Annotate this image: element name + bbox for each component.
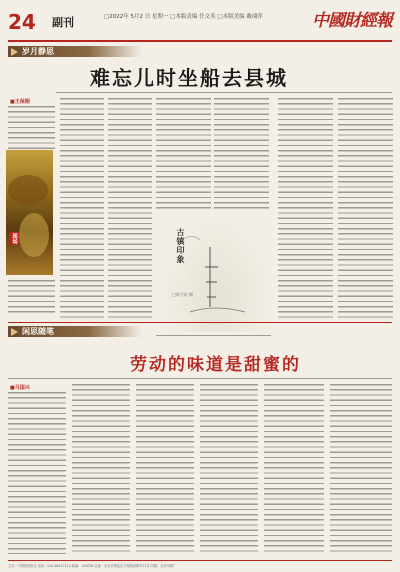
column-tag-2: 闲思随笔 <box>22 327 54 336</box>
text-column-b5 <box>264 384 324 554</box>
newspaper-logo: 中國財經報 <box>312 11 392 31</box>
illustration-rule <box>156 335 271 336</box>
text-column-1b <box>8 280 55 316</box>
text-column-1a <box>8 106 55 150</box>
text-column-7 <box>338 98 393 318</box>
headline-rule-2 <box>8 378 392 379</box>
page-number: 24 <box>8 10 36 34</box>
triangle-icon <box>11 328 18 336</box>
illustration-caption: □周卫东 摄 <box>172 292 194 297</box>
text-column-2 <box>60 98 104 318</box>
triangle-icon <box>11 48 18 56</box>
section-divider <box>8 322 392 323</box>
text-column-b1 <box>8 392 66 554</box>
text-column-4 <box>156 98 211 210</box>
article-headline: 难忘儿时坐船去县城 <box>90 66 288 90</box>
column-tag: 岁月静思 <box>22 47 54 56</box>
text-column-b2 <box>72 384 130 554</box>
text-column-b6 <box>330 384 392 554</box>
dateline: □2022年 5月2 日 星期一 □本版责编 任文英 □本版美编 戴翊萍 <box>104 14 263 20</box>
lotus-photo-icon <box>6 150 53 275</box>
text-column-b4 <box>200 384 258 554</box>
section-name: 副刊 <box>52 16 74 29</box>
article-byline: ■王保刚 <box>10 99 30 105</box>
page-footer: 主办：中国财经报社 电话：010-88227114 邮编：100036 社址：北京市海淀区万寿路西街甲11号 印刷：北京印刷厂 <box>8 560 392 568</box>
headline-rule <box>56 92 392 93</box>
column-tag-bar-2 <box>8 326 142 337</box>
article-byline-2: ■马国兴 <box>10 385 30 391</box>
text-column-5 <box>214 98 269 210</box>
article-headline-2: 劳动的味道是甜蜜的 <box>130 355 301 375</box>
text-column-6 <box>278 98 333 318</box>
photo-label: 现场 <box>11 233 17 244</box>
photo-lotus <box>6 150 53 275</box>
column-tag-bar <box>8 46 142 57</box>
page-header <box>8 6 392 42</box>
illustration-title: 古镇印象 <box>176 228 186 264</box>
text-column-b3 <box>136 384 194 554</box>
text-column-3 <box>108 98 152 318</box>
